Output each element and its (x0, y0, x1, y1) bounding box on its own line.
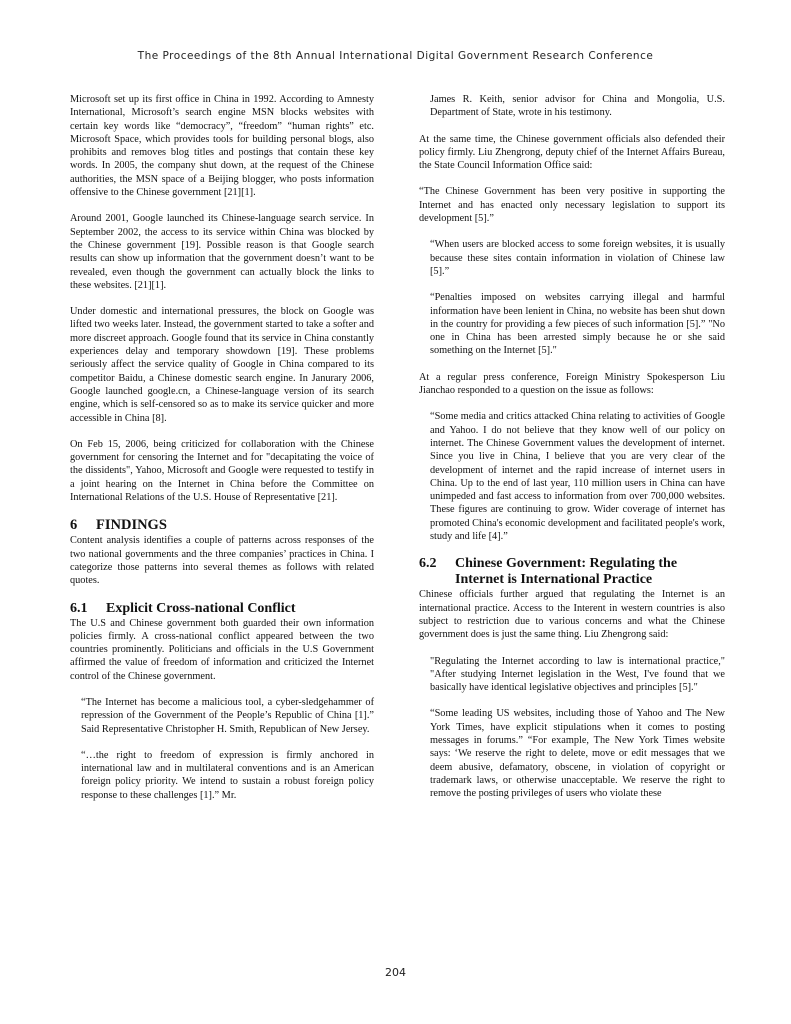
paragraph: The U.S and Chinese government both guarded their own information policies firmly. A cross-national conflict appeared between the two countries prominently. Politicians and officials in the U.S Government affirmed the value of freedom of information and criticized the Internet control of the Chinese government. (70, 617, 374, 682)
left-column (70, 93, 374, 802)
paragraph: Around 2001, Google launched its Chinese-language search service. In September 2002, the access to its service within China was blocked by the Chinese government [19]. Possible reason is that Google search results can show up information that the government doesn’t want to be revealed, even though the government can actually block the links to these websites. [21][1]. (70, 213, 374, 291)
running-header: The Proceedings of the 8th Annual International Digital Government Research Conference (137, 50, 654, 62)
block-quote: “When users are blocked access to some foreign websites, it is usually because these sites contain information in violation of Chinese law [5].” (430, 239, 725, 277)
block-quote: “The Internet has become a malicious tool, a cyber-sledgehammer of repression of the Government of the People’s Republic of China [1].” Said Representative Christopher H. Smith, Republican of New Jersey. (81, 696, 374, 735)
paragraph: At the same time, the Chinese government officials also defended their policy firmly. Liu Zhengrong, deputy chief of the Internet Affairs Bureau, the State Council Information Office said: (419, 133, 725, 172)
paragraph: At a regular press conference, Foreign Ministry Spokesperson Liu Jianchao responded to a question on the issue as follows: (419, 371, 725, 397)
section-heading-6-1 (70, 601, 374, 617)
section-number: 6 (70, 517, 78, 534)
block-quote: “The Chinese Government has been very positive in supporting the Internet and has enacted only necessary legislation to support its development [5].” (419, 186, 725, 225)
page-number: 204 (385, 966, 406, 979)
paragraph: Content analysis identifies a couple of patterns across responses of the two national governments and the three companies’ practices in China. I categorize those patterns into several themes as follows with related quotes. (70, 535, 374, 587)
paragraph: Chinese officials further argued that regulating the Internet is an international practice. Access to the Interent in western countries is also subject to restriction due to various concerns and what the Chinese government does is just the same thing. Liu Zhengrong said: (419, 589, 725, 641)
section-title-line-1: Chinese Government: Regulating the (455, 556, 678, 572)
paragraph: Under domestic and international pressures, the block on Google was lifted two weeks later. Instead, the government started to take a softer and more discreet approach. Google found that its service in China constantly experiences delay and temporary showdown [19]. These problems seriously affect the service quality of Google in China compared to its competitor Baidu, a Chinese domestic search engine. In Janurary 2006, Google launched google.cn, a Chinese-language version of its search engine, which is self-censored so as to make its service quicker and more accessible in China [8]. (70, 306, 374, 424)
section-title-line-2: Internet is International Practice (455, 572, 653, 588)
section-heading-6 (70, 517, 374, 534)
section-title: FINDINGS (96, 517, 167, 534)
right-column (419, 93, 725, 800)
section-title: Explicit Cross-national Conflict (106, 600, 296, 616)
paragraph: On Feb 15, 2006, being criticized for collaboration with the Chinese government for censoring the Internet and for "decapitating the voice of the dissidents", Yahoo, Microsoft and Google were requested to testify in a joint hearing on the Internet in China before the Committee on International Relations of the U.S. House of Representative [21]. (70, 438, 374, 504)
section-number: 6.2 (419, 556, 437, 572)
block-quote: “…the right to freedom of expression is firmly anchored in international law and in multilateral conventions and is an American foreign policy priority. We intend to sustain a robust foreign policy response to these challenges [1].” Mr. (81, 749, 374, 801)
section-heading-6-2 (419, 556, 725, 588)
block-quote-continued: James R. Keith, senior advisor for China and Mongolia, U.S. Department of State, wrote in his testimony. (430, 94, 725, 119)
block-quote: “Some leading US websites, including those of Yahoo and The New York Times, have explicit stipulations when it comes to posting messages in forums.” “For example, The New York Times website says: ‘We reserve the right to delete, move or edit messages that we deem abusive, defamatory, obscene, in violation of copyright or trademark laws, or otherwise unacceptable. We reserve the right to remove the posting privileges of users who violate these (430, 708, 725, 800)
block-quote: “Penalties imposed on websites carrying illegal and harmful information have been lenient in China, no website has been shut down in the country for providing a few pieces of such information [5].” "No one in China has been arrested simply because he or she said something on the Internet [5]." (430, 292, 725, 357)
paragraph: Microsoft set up its first office in China in 1992. According to Amnesty International, Microsoft’s search engine MSN blocks websites with certain key words like “democracy”, “freedom” “human rights” etc. Microsoft Space, which provides tools for building personal blogs, also prohibits and removes blog titles and postings that contain these key words. In 2005, the company shut down, at the request of the Chinese authorities, the MSN space of a Beijing blogger, who posts information offensive to the Chinese government [21][1]. (70, 94, 374, 199)
block-quote: "Regulating the Internet according to law is international practice," "After studying Internet legislation in the West, I've found that we basically have identical legislative objectives and principles [5]." (430, 655, 725, 694)
block-quote: “Some media and critics attacked China relating to activities of Google and Yahoo. I do not believe that they know well of our policy on internet. The Chinese Government values the development of internet. Since you live in China, I believe that you are very clear of the development of internet and the rapid increase of internet users in China. Up to the end of last year, 110 million users in China can have unimpeded and fast access to information from over 700,000 websites. These figures are continuing to grow. Wider coverage of internet has promoted China's economic development and facilitated people's work, study and life [4].” (430, 411, 725, 543)
section-number: 6.1 (70, 600, 88, 616)
